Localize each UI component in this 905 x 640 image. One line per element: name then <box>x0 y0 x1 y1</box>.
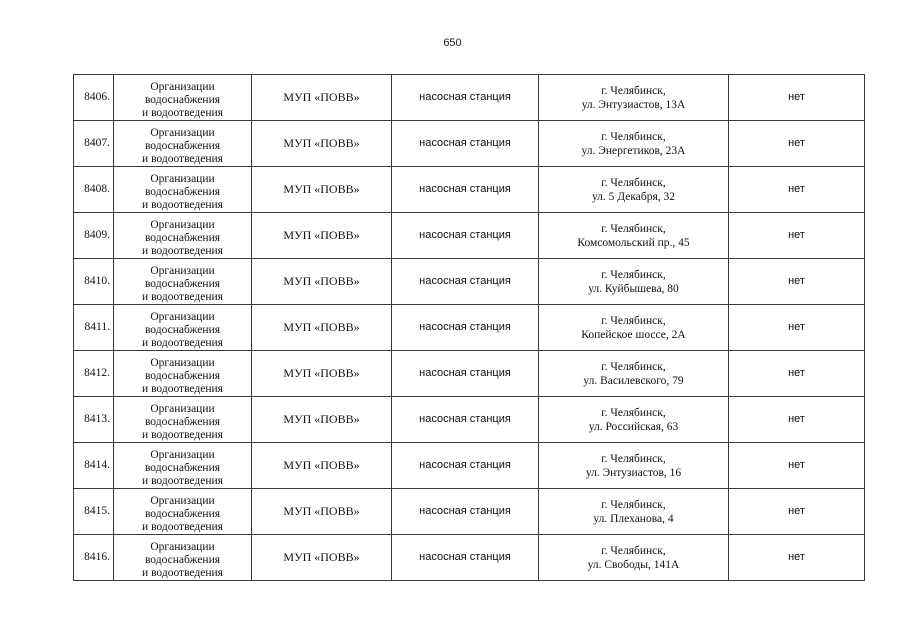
table-row <box>74 305 865 351</box>
flag-cell: нет <box>729 489 865 535</box>
address-line: Комсомольский пр., 45 <box>577 236 690 249</box>
category-line: водоснабжения <box>144 94 221 106</box>
category-cell <box>114 489 252 535</box>
address-line: г. Челябинск, <box>601 452 666 465</box>
category-cell <box>114 443 252 489</box>
category-line: водоснабжения <box>144 278 221 290</box>
category-line: Организации <box>150 219 215 231</box>
facility-type-cell: насосная станция <box>392 351 539 397</box>
category-line: и водоотведения <box>142 567 223 579</box>
address-line: г. Челябинск, <box>601 498 666 511</box>
row-number-cell: 8407. <box>74 121 114 167</box>
address-cell <box>539 75 729 121</box>
table-row <box>74 443 865 489</box>
category-line: Организации <box>150 495 215 507</box>
organization-cell: МУП «ПОВВ» <box>252 489 392 535</box>
address-line: ул. Энтузиастов, 13А <box>581 98 686 111</box>
category-cell <box>114 121 252 167</box>
table-row <box>74 167 865 213</box>
category-line: Организации <box>150 81 215 93</box>
category-line: водоснабжения <box>144 508 221 520</box>
facility-type-cell: насосная станция <box>392 213 539 259</box>
organization-cell: МУП «ПОВВ» <box>252 75 392 121</box>
address-cell <box>539 535 729 581</box>
facility-type-cell: насосная станция <box>392 443 539 489</box>
address-line: г. Челябинск, <box>601 314 666 327</box>
category-line: и водоотведения <box>142 475 223 487</box>
category-line: Организации <box>150 357 215 369</box>
category-line: водоснабжения <box>144 324 221 336</box>
facility-type-cell: насосная станция <box>392 75 539 121</box>
category-line: Организации <box>150 173 215 185</box>
table-row <box>74 259 865 305</box>
category-line: и водоотведения <box>142 107 223 119</box>
row-number-cell: 8414. <box>74 443 114 489</box>
address-cell <box>539 213 729 259</box>
address-line: г. Челябинск, <box>601 360 666 373</box>
address-line: г. Челябинск, <box>601 84 666 97</box>
address-line: ул. Энергетиков, 23А <box>581 144 686 157</box>
category-line: водоснабжения <box>144 370 221 382</box>
flag-cell: нет <box>729 213 865 259</box>
flag-cell: нет <box>729 397 865 443</box>
category-line: и водоотведения <box>142 383 223 395</box>
category-line: водоснабжения <box>144 186 221 198</box>
row-number-cell: 8406. <box>74 75 114 121</box>
category-cell <box>114 397 252 443</box>
organization-cell: МУП «ПОВВ» <box>252 121 392 167</box>
facility-type-cell: насосная станция <box>392 397 539 443</box>
address-line: ул. 5 Декабря, 32 <box>591 190 676 203</box>
flag-cell: нет <box>729 351 865 397</box>
address-line: г. Челябинск, <box>601 406 666 419</box>
category-line: водоснабжения <box>144 232 221 244</box>
category-line: и водоотведения <box>142 337 223 349</box>
organization-cell: МУП «ПОВВ» <box>252 259 392 305</box>
row-number-cell: 8409. <box>74 213 114 259</box>
flag-cell: нет <box>729 443 865 489</box>
facility-type-cell: насосная станция <box>392 167 539 213</box>
organization-cell: МУП «ПОВВ» <box>252 167 392 213</box>
category-line: водоснабжения <box>144 462 221 474</box>
organization-cell: МУП «ПОВВ» <box>252 305 392 351</box>
category-cell <box>114 535 252 581</box>
category-line: и водоотведения <box>142 291 223 303</box>
category-line: и водоотведения <box>142 521 223 533</box>
table-row <box>74 489 865 535</box>
category-cell <box>114 167 252 213</box>
flag-cell: нет <box>729 75 865 121</box>
organization-cell: МУП «ПОВВ» <box>252 351 392 397</box>
facility-type-cell: насосная станция <box>392 259 539 305</box>
page-number: 650 <box>443 37 462 49</box>
category-line: и водоотведения <box>142 429 223 441</box>
address-line: ул. Энтузиастов, 16 <box>585 466 682 479</box>
category-cell <box>114 75 252 121</box>
organization-cell: МУП «ПОВВ» <box>252 397 392 443</box>
address-cell <box>539 489 729 535</box>
category-line: Организации <box>150 403 215 415</box>
address-cell <box>539 259 729 305</box>
address-cell <box>539 305 729 351</box>
category-line: Организации <box>150 127 215 139</box>
category-line: водоснабжения <box>144 554 221 566</box>
row-number-cell: 8416. <box>74 535 114 581</box>
row-number-cell: 8410. <box>74 259 114 305</box>
category-cell <box>114 305 252 351</box>
address-line: г. Челябинск, <box>601 544 666 557</box>
facility-type-cell: насосная станция <box>392 489 539 535</box>
address-line: г. Челябинск, <box>601 130 666 143</box>
row-number-cell: 8411. <box>74 305 114 351</box>
category-line: и водоотведения <box>142 199 223 211</box>
category-line: водоснабжения <box>144 416 221 428</box>
row-number-cell: 8413. <box>74 397 114 443</box>
organization-cell: МУП «ПОВВ» <box>252 535 392 581</box>
address-line: г. Челябинск, <box>601 176 666 189</box>
category-cell <box>114 213 252 259</box>
table-row <box>74 121 865 167</box>
facility-type-cell: насосная станция <box>392 305 539 351</box>
address-cell <box>539 351 729 397</box>
registry-table <box>73 74 865 581</box>
category-line: Организации <box>150 311 215 323</box>
category-line: Организации <box>150 265 215 277</box>
facility-type-cell: насосная станция <box>392 121 539 167</box>
table-body <box>74 75 865 581</box>
category-line: Организации <box>150 449 215 461</box>
table-row <box>74 535 865 581</box>
flag-cell: нет <box>729 535 865 581</box>
address-line: ул. Российская, 63 <box>588 420 679 433</box>
address-line: ул. Куйбышева, 80 <box>588 282 679 295</box>
category-line: и водоотведения <box>142 245 223 257</box>
address-cell <box>539 167 729 213</box>
address-cell <box>539 121 729 167</box>
facility-type-cell: насосная станция <box>392 535 539 581</box>
flag-cell: нет <box>729 121 865 167</box>
table-row <box>74 213 865 259</box>
address-line: Копейское шоссе, 2А <box>581 328 686 341</box>
category-cell <box>114 259 252 305</box>
address-line: г. Челябинск, <box>601 222 666 235</box>
organization-cell: МУП «ПОВВ» <box>252 213 392 259</box>
row-number-cell: 8412. <box>74 351 114 397</box>
address-line: г. Челябинск, <box>601 268 666 281</box>
flag-cell: нет <box>729 167 865 213</box>
organization-cell: МУП «ПОВВ» <box>252 443 392 489</box>
address-cell <box>539 443 729 489</box>
row-number-cell: 8408. <box>74 167 114 213</box>
table-row <box>74 351 865 397</box>
category-cell <box>114 351 252 397</box>
category-line: водоснабжения <box>144 140 221 152</box>
category-line: и водоотведения <box>142 153 223 165</box>
table-row <box>74 75 865 121</box>
address-cell <box>539 397 729 443</box>
address-line: ул. Свободы, 141А <box>587 558 680 571</box>
address-line: ул. Плеханова, 4 <box>593 512 674 525</box>
category-line: Организации <box>150 541 215 553</box>
flag-cell: нет <box>729 305 865 351</box>
row-number-cell: 8415. <box>74 489 114 535</box>
address-line: ул. Василевского, 79 <box>583 374 684 387</box>
flag-cell: нет <box>729 259 865 305</box>
table-row <box>74 397 865 443</box>
